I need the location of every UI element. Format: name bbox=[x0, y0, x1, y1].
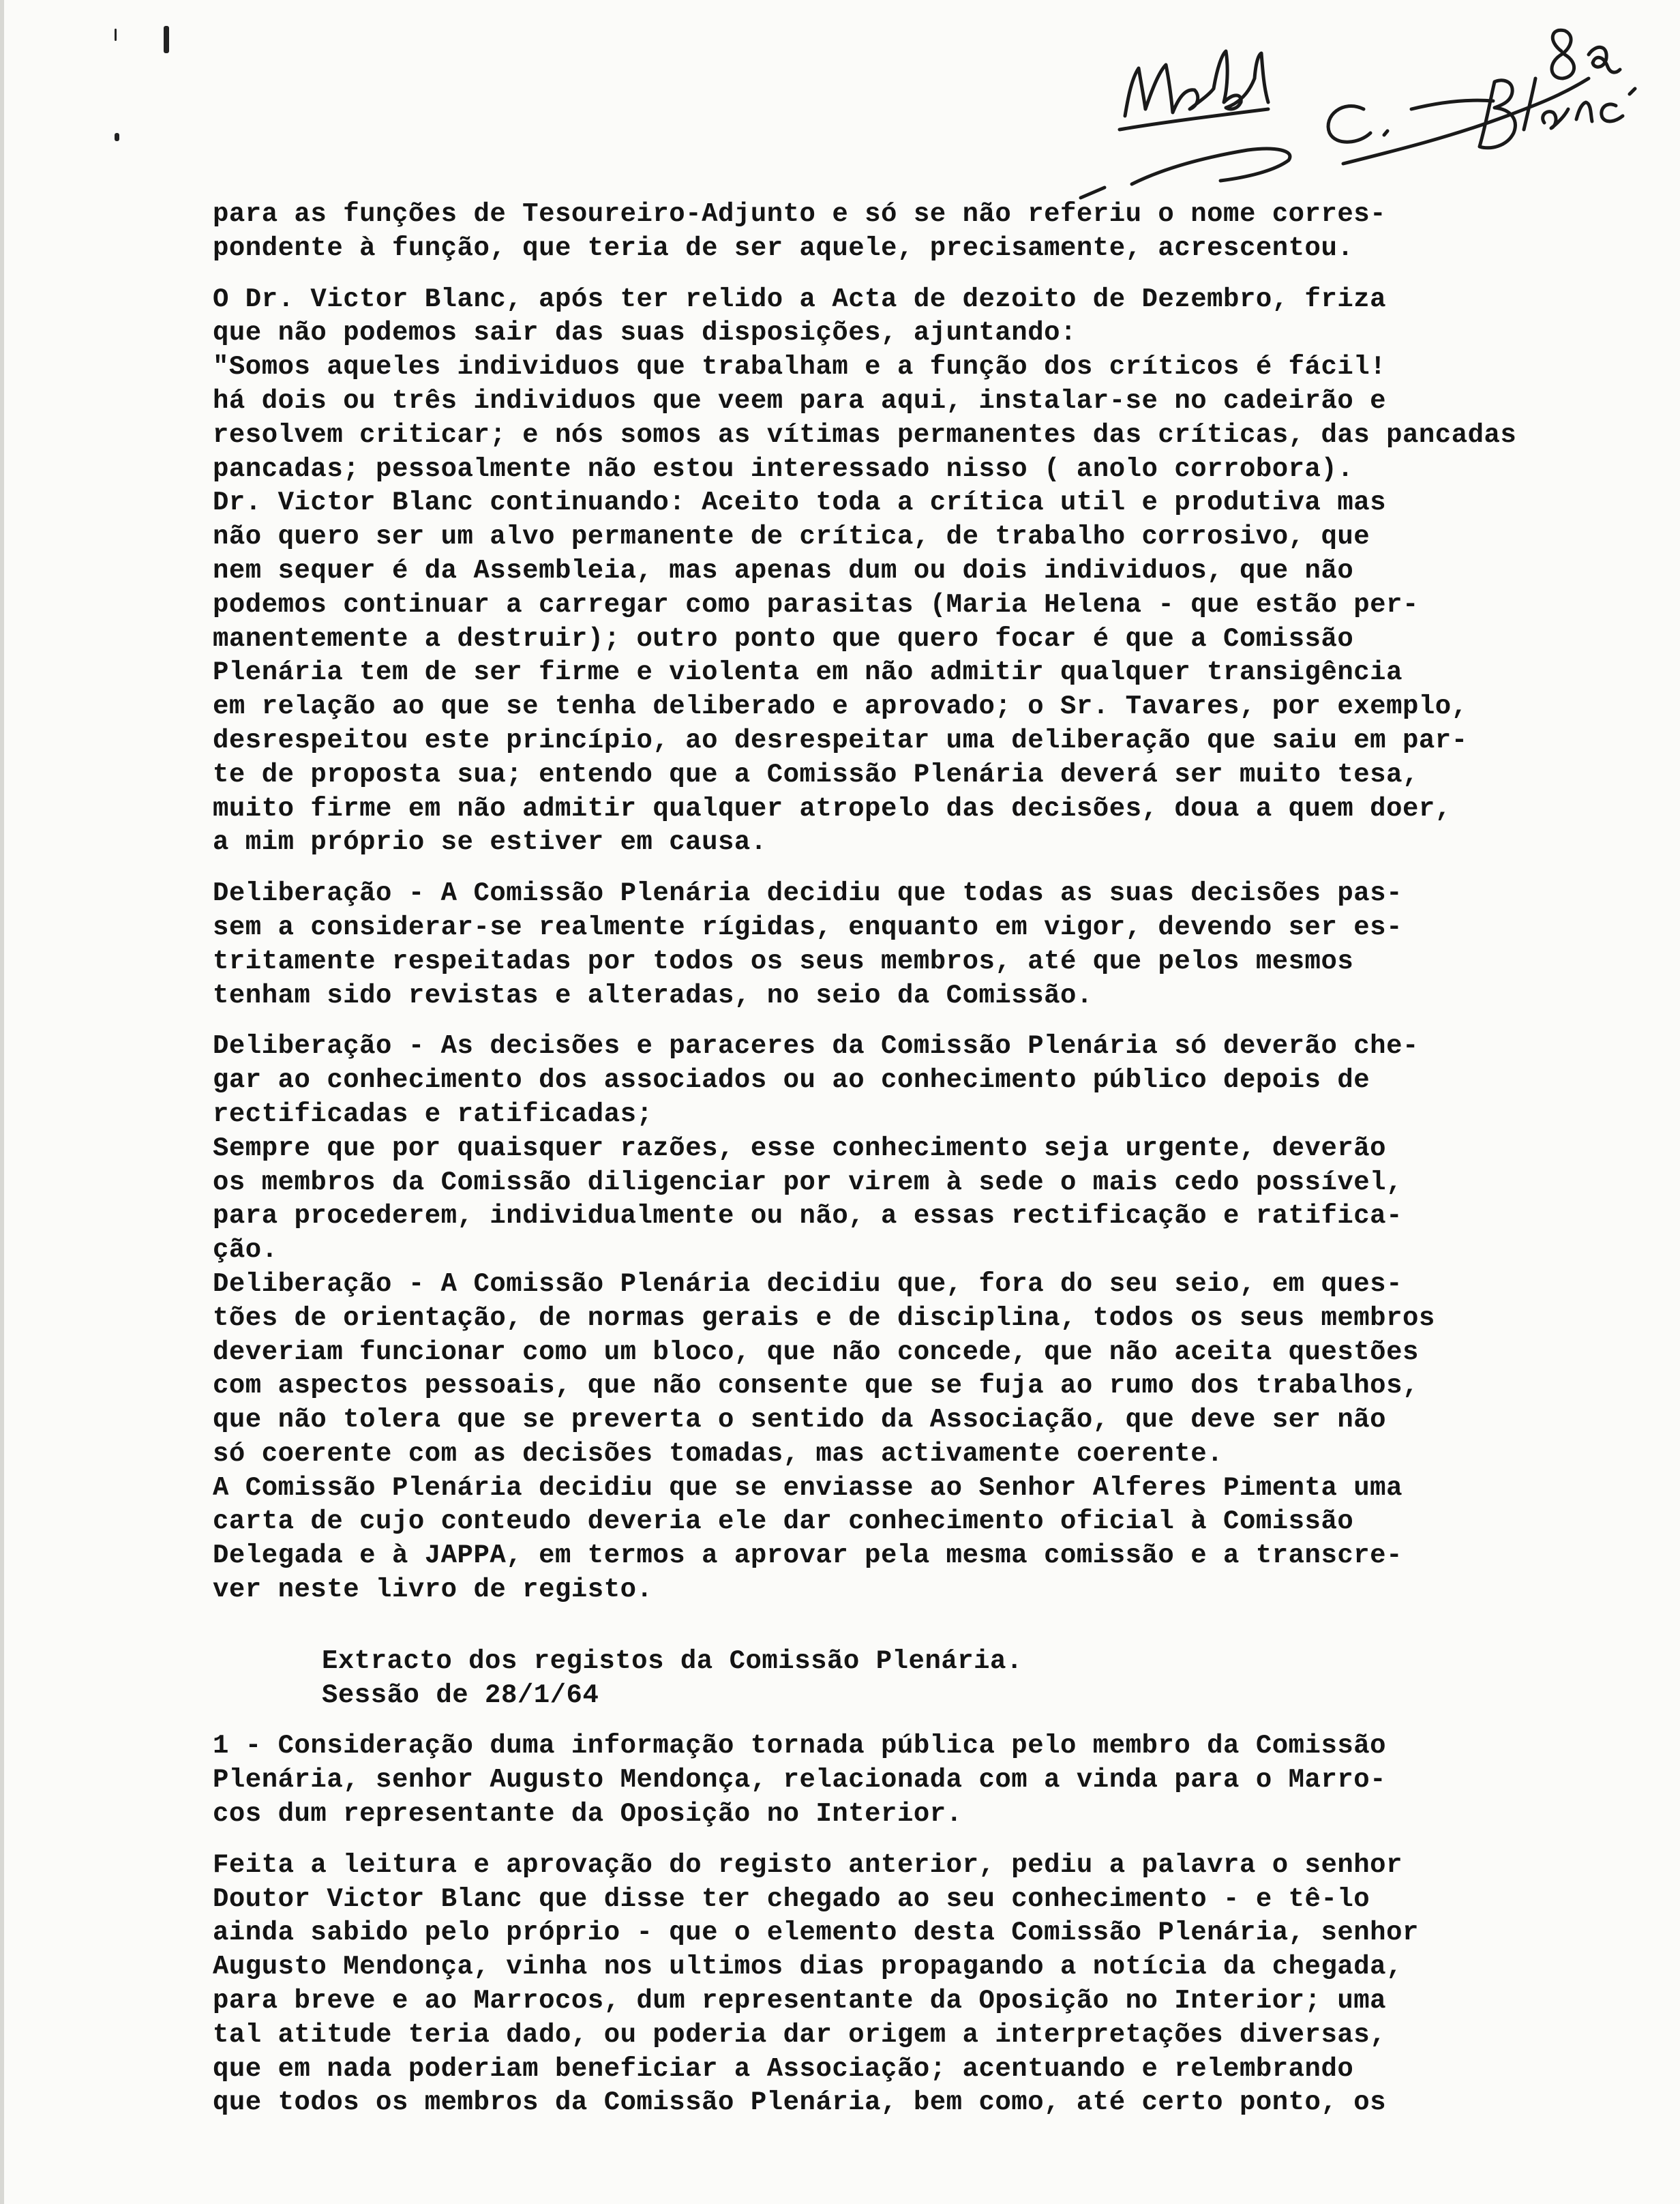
paragraph-deliberations bbox=[213, 1030, 1508, 1607]
text-line: Delegada e à JAPPA, em termos a aprovar pela mesma comissão e a transcre- bbox=[213, 1540, 1402, 1571]
text-line: ver neste livro de registo. bbox=[213, 1575, 653, 1605]
extract-heading bbox=[213, 1645, 1508, 1713]
paragraph-victor-blanc bbox=[213, 283, 1517, 861]
margin-mark bbox=[115, 133, 119, 141]
text-line: 1 - Consideração duma informação tornada pública pelo membro da Comissão bbox=[213, 1731, 1387, 1761]
text-line: que não tolera que se preverta o sentido da Associação, que deve ser não bbox=[213, 1405, 1387, 1435]
text-line: pondente à função, que teria de ser aquele, precisamente, acrescentou. bbox=[213, 233, 1354, 263]
text-line: Deliberação - As decisões e paraceres da Comissão Plenária só deverão che- bbox=[213, 1031, 1419, 1062]
paragraph-closing bbox=[213, 1849, 1508, 2120]
margin-mark bbox=[164, 26, 169, 53]
text-line: para procederem, individualmente ou não, a essas rectificação e ratifica- bbox=[213, 1201, 1402, 1232]
text-line: te de proposta sua; entendo que a Comissão Plenária deverá ser muito tesa, bbox=[213, 759, 1419, 790]
text-line: A Comissão Plenária decidiu que se enviasse ao Senhor Alferes Pimenta uma bbox=[213, 1472, 1402, 1503]
scan-edge bbox=[0, 0, 4, 2204]
text-line: há dois ou três individuos que veem para aqui, instalar-se no cadeirão e bbox=[213, 385, 1387, 416]
text-line: tenham sido revistas e alteradas, no seio da Comissão. bbox=[213, 980, 1093, 1011]
text-line: que não podemos sair das suas disposições, ajuntando: bbox=[213, 318, 1077, 348]
text-line: tões de orientação, de normas gerais e de disciplina, todos os seus membros bbox=[213, 1302, 1435, 1333]
text-line: tal atitude teria dado, ou poderia dar origem a interpretações diversas, bbox=[213, 2019, 1387, 2050]
text-line: O Dr. Victor Blanc, após ter relido a Acta de dezoito de Dezembro, friza bbox=[213, 284, 1387, 314]
text-line: para breve e ao Marrocos, dum representante da Oposição no Interior; uma bbox=[213, 1986, 1387, 2016]
text-line: resolvem criticar; e nós somos as vítimas permanentes das críticas, das pancadas bbox=[213, 419, 1517, 450]
text-line: muito firme em não admitir qualquer atropelo das decisões, doua a quem doer, bbox=[213, 793, 1452, 824]
text-line: gar ao conhecimento dos associados ou ao conhecimento público depois de bbox=[213, 1065, 1370, 1096]
paragraph-deliberation-rigid bbox=[213, 877, 1508, 1013]
text-line: Plenária, senhor Augusto Mendonça, relacionada com a vinda para o Marro- bbox=[213, 1765, 1387, 1796]
text-line: não quero ser um alvo permanente de crítica, de trabalho corrosivo, que bbox=[213, 522, 1370, 552]
text-line: Deliberação - A Comissão Plenária decidiu que, fora do seu seio, em ques- bbox=[213, 1268, 1402, 1299]
text-line: deveriam funcionar como um bloco, que não concede, que não aceita questões bbox=[213, 1337, 1419, 1367]
text-line: com aspectos pessoais, que não consente que se fuja ao rumo dos trabalhos, bbox=[213, 1371, 1419, 1401]
paragraph-treasurer bbox=[213, 198, 1508, 266]
text-line: Augusto Mendonça, vinha nos ultimos dias propagando a notícia da chegada, bbox=[213, 1952, 1402, 1982]
text-line: Sempre que por quaisquer razões, esse conhecimento seja urgente, deverão bbox=[213, 1133, 1387, 1163]
paragraph-item-1 bbox=[213, 1729, 1508, 1831]
text-line: desrespeitou este princípio, ao desrespeitar uma deliberação que saiu em par- bbox=[213, 725, 1468, 756]
text-line: Doutor Victor Blanc que disse ter chegado ao seu conhecimento - e tê-lo bbox=[213, 1883, 1370, 1914]
text-line: para as funções de Tesoureiro-Adjunto e só se não referiu o nome corres- bbox=[213, 199, 1387, 229]
text-line: Feita a leitura e aprovação do registo anterior, pediu a palavra o senhor bbox=[213, 1849, 1402, 1880]
text-line: podemos continuar a carregar como parasitas (Maria Helena - que estão per- bbox=[213, 589, 1419, 620]
text-line: os membros da Comissão diligenciar por virem à sede o mais cedo possível, bbox=[213, 1167, 1402, 1197]
text-line: ção. bbox=[213, 1235, 278, 1266]
text-line: carta de cujo conteudo deveria ele dar conhecimento oficial à Comissão bbox=[213, 1506, 1354, 1537]
text-line: que todos os membros da Comissão Plenária, bem como, até certo ponto, os bbox=[213, 2087, 1387, 2118]
text-line: a mim próprio se estiver em causa. bbox=[213, 827, 767, 858]
text-line: que em nada poderiam beneficiar a Associação; acentuando e relembrando bbox=[213, 2053, 1354, 2084]
text-line: Deliberação - A Comissão Plenária decidiu que todas as suas decisões pas- bbox=[213, 878, 1402, 909]
text-line: Dr. Victor Blanc continuando: Aceito toda a crítica util e produtiva mas bbox=[213, 488, 1387, 518]
heading-line: Extracto dos registos da Comissão Plenária. bbox=[322, 1645, 1023, 1676]
text-line: manentemente a destruir); outro ponto que quero focar é que a Comissão bbox=[213, 623, 1354, 654]
text-line: "Somos aqueles individuos que trabalham e a função dos críticos é fácil! bbox=[213, 352, 1387, 383]
handwritten-signatures bbox=[1043, 14, 1670, 211]
text-line: sem a considerar-se realmente rígidas, enquanto em vigor, devendo ser es- bbox=[213, 912, 1402, 942]
typed-text-body bbox=[213, 198, 1517, 2120]
text-line: pancadas; pessoalmente não estou interessado nisso ( anolo corrobora). bbox=[213, 453, 1354, 484]
text-line: nem sequer é da Assembleia, mas apenas dum ou dois individuos, que não bbox=[213, 555, 1354, 586]
text-line: só coerente com as decisões tomadas, mas activamente coerente. bbox=[213, 1438, 1224, 1469]
text-line: cos dum representante da Oposição no Interior. bbox=[213, 1799, 963, 1830]
text-line: ainda sabido pelo próprio - que o elemento desta Comissão Plenária, senhor bbox=[213, 1918, 1419, 1948]
text-line: em relação ao que se tenha deliberado e aprovado; o Sr. Tavares, por exemplo, bbox=[213, 691, 1468, 722]
text-line: rectificadas e ratificadas; bbox=[213, 1099, 653, 1129]
margin-mark bbox=[115, 29, 117, 41]
text-line: tritamente respeitadas por todos os seus membros, até que pelos mesmos bbox=[213, 946, 1354, 977]
text-line: Plenária tem de ser firme e violenta em não admitir qualquer transigência bbox=[213, 657, 1402, 688]
heading-line: Sessão de 28/1/64 bbox=[322, 1680, 599, 1710]
